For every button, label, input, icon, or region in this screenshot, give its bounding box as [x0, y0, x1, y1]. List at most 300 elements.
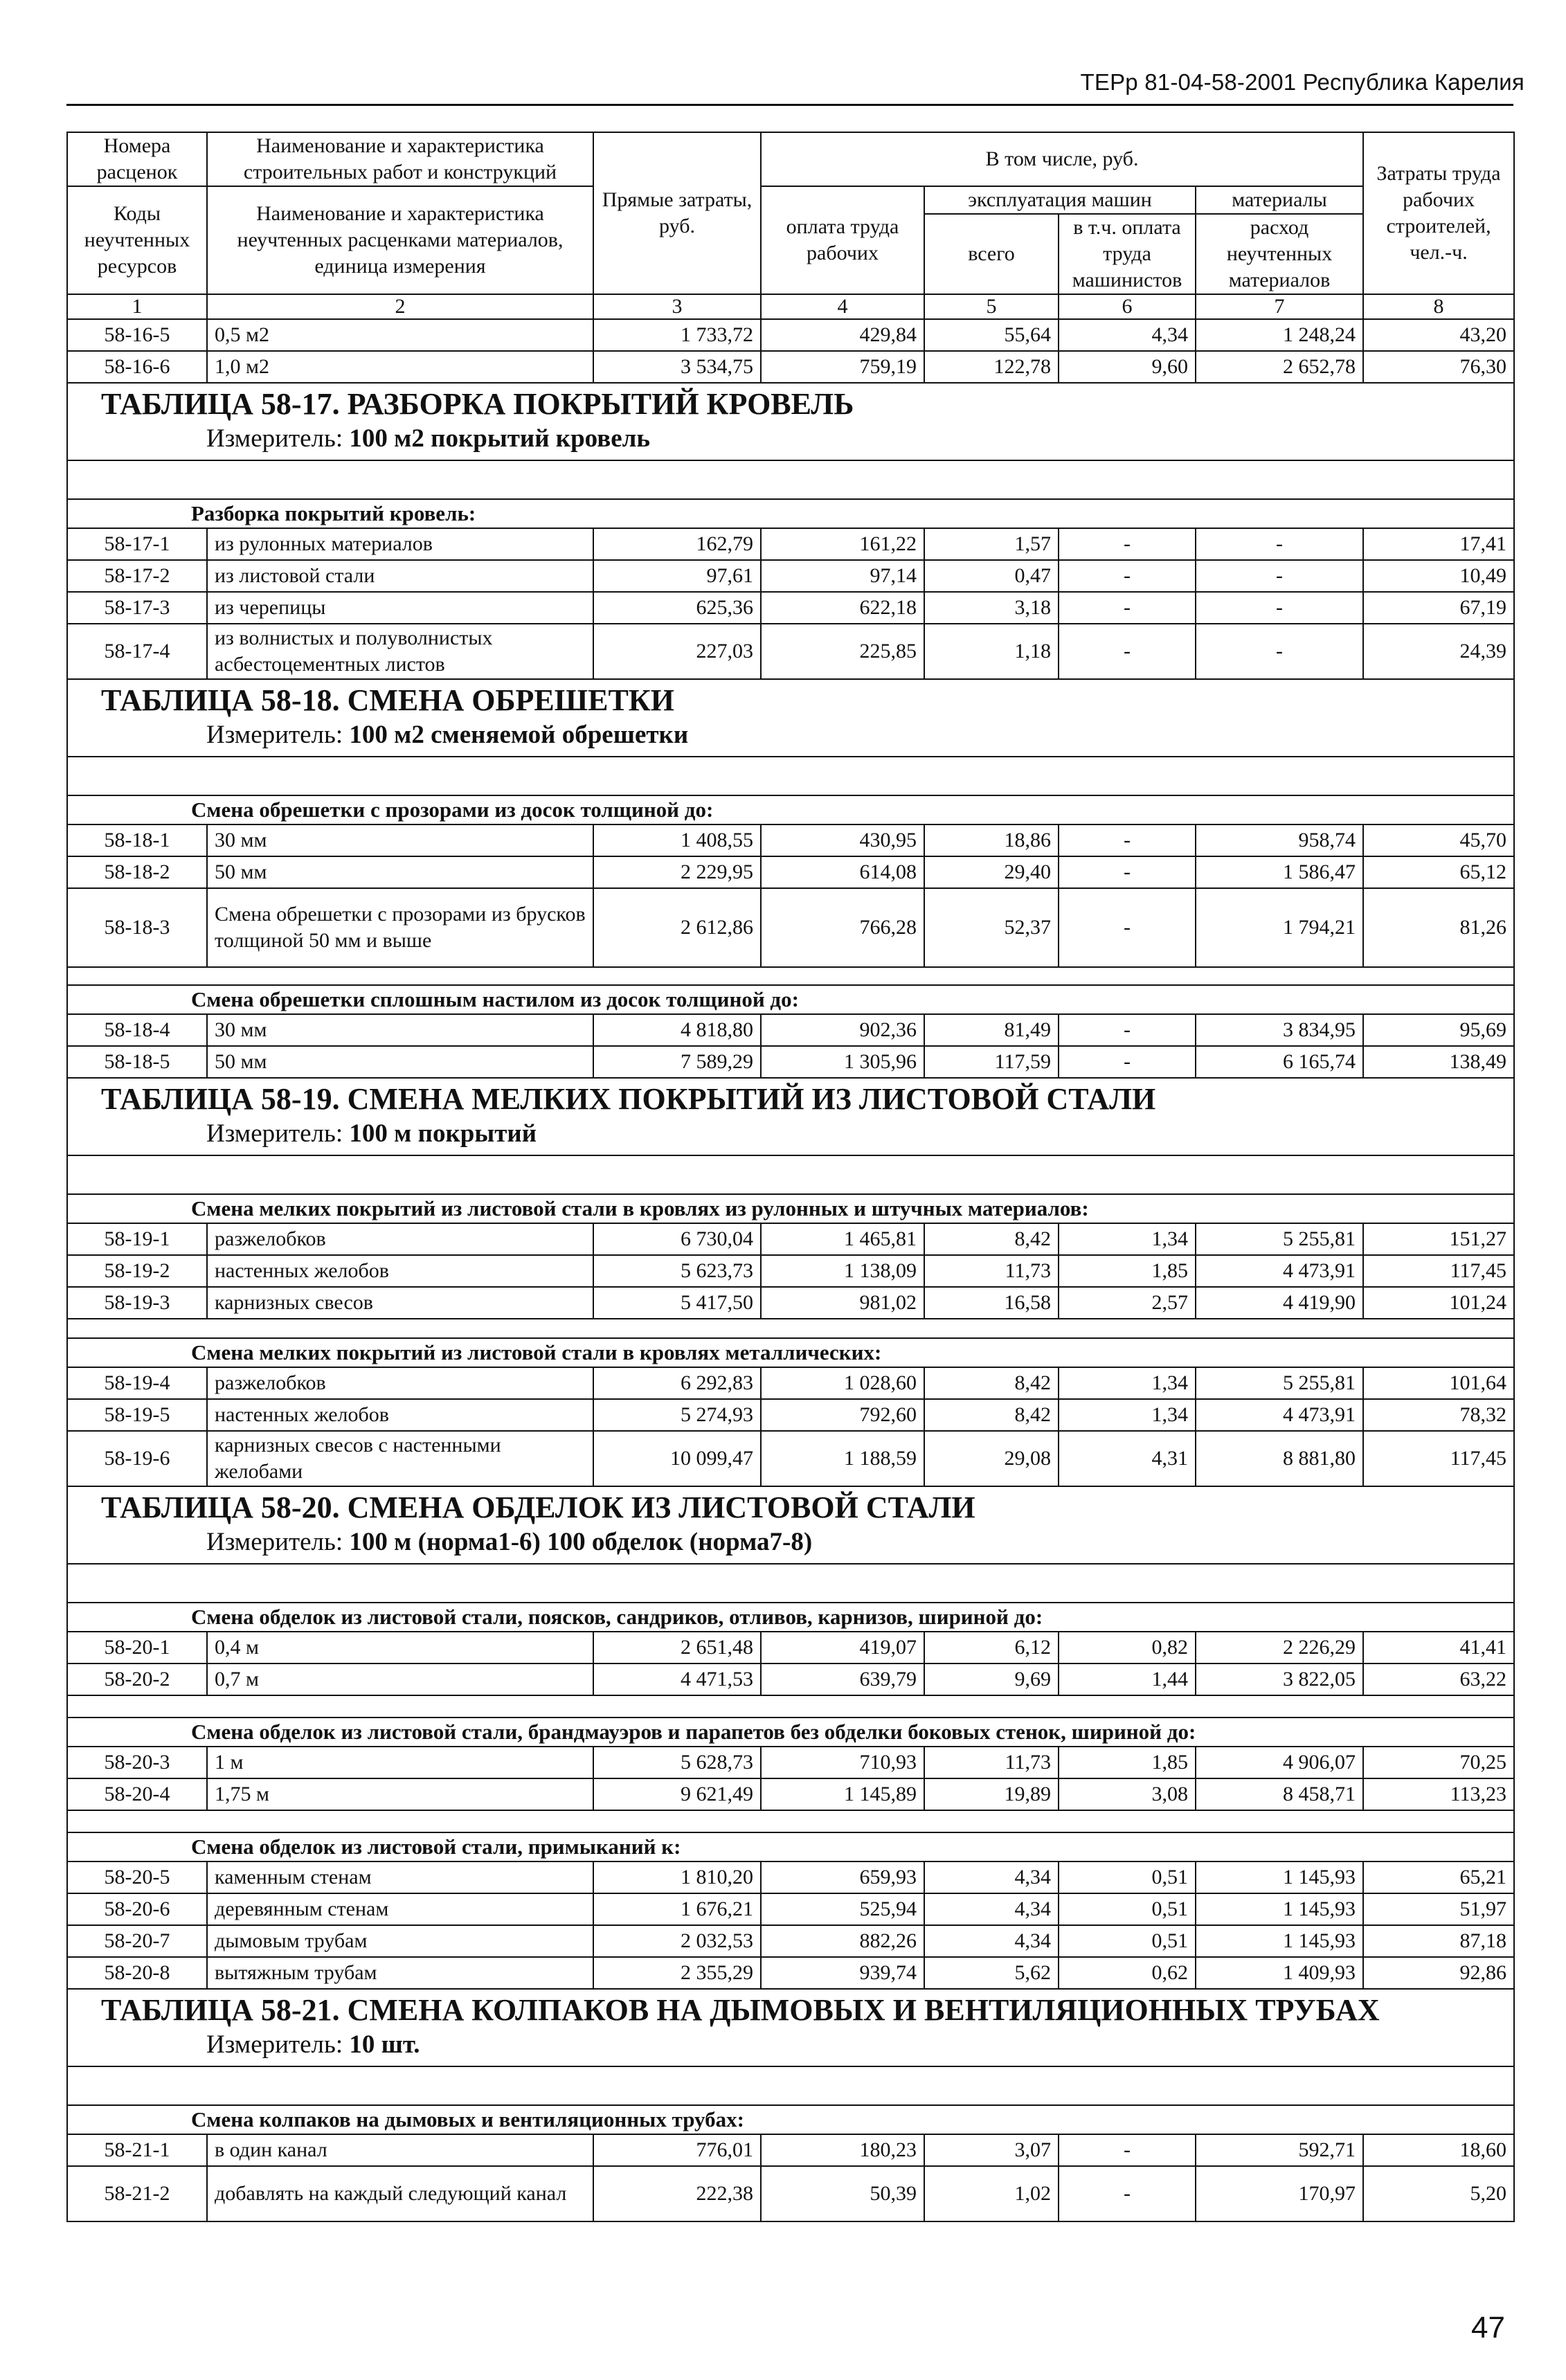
material-cost: 1 145,93	[1196, 1893, 1363, 1925]
row-code: 58-19-5	[67, 1399, 207, 1431]
material-cost: 2 226,29	[1196, 1632, 1363, 1664]
labor-cost: 97,14	[761, 560, 924, 592]
labor-hours: 138,49	[1363, 1046, 1514, 1078]
machinist-cost: 0,62	[1059, 1957, 1196, 1989]
column-index: 3	[593, 294, 761, 319]
table-row	[67, 2166, 1514, 2221]
labor-cost: 1 145,89	[761, 1778, 924, 1810]
machine-cost: 3,18	[924, 592, 1059, 624]
direct-cost: 5 623,73	[593, 1255, 761, 1287]
page-number: 47	[1471, 2311, 1505, 2345]
labor-cost: 759,19	[761, 351, 924, 383]
measure-row	[67, 719, 1514, 757]
machine-cost: 29,40	[924, 856, 1059, 888]
row-code: 58-20-8	[67, 1957, 207, 1989]
row-code: 58-21-1	[67, 2134, 207, 2166]
machinist-cost: 1,44	[1059, 1664, 1196, 1695]
spacer-row	[67, 967, 1514, 985]
subsection-row	[67, 1338, 1514, 1367]
subsection-row	[67, 795, 1514, 824]
direct-cost: 2 651,48	[593, 1632, 761, 1664]
measure-label: Измеритель:	[206, 1119, 343, 1148]
labor-cost: 1 188,59	[761, 1431, 924, 1486]
machine-cost: 8,42	[924, 1399, 1059, 1431]
header-machinists-pay: в т.ч. оплата труда машинистов	[1059, 214, 1196, 294]
machine-cost: 55,64	[924, 319, 1059, 351]
machinist-cost: -	[1059, 624, 1196, 679]
table-title-row	[67, 1989, 1514, 2028]
table-row	[67, 1893, 1514, 1925]
row-code: 58-19-6	[67, 1431, 207, 1486]
table-row	[67, 1255, 1514, 1287]
measure-row	[67, 1117, 1514, 1155]
direct-cost: 10 099,47	[593, 1431, 761, 1486]
machinist-cost: -	[1059, 1014, 1196, 1046]
row-name: добавлять на каждый следующий канал	[207, 2166, 593, 2221]
row-code: 58-21-2	[67, 2166, 207, 2221]
header-rule	[66, 104, 1513, 106]
column-index: 5	[924, 294, 1059, 319]
machinist-cost: -	[1059, 824, 1196, 856]
table-row	[67, 2134, 1514, 2166]
direct-cost: 1 810,20	[593, 1861, 761, 1893]
machinist-cost: -	[1059, 888, 1196, 967]
table-title: ТАБЛИЦА 58-20. СМЕНА ОБДЕЛОК ИЗ ЛИСТОВОЙ СТАЛИ	[67, 1486, 1514, 1526]
subsection-heading: Смена колпаков на дымовых и вентиляционных трубах:	[67, 2105, 1514, 2134]
subsection-row	[67, 499, 1514, 528]
direct-cost: 2 355,29	[593, 1957, 761, 1989]
row-code: 58-17-3	[67, 592, 207, 624]
row-name: карнизных свесов	[207, 1287, 593, 1319]
labor-hours: 113,23	[1363, 1778, 1514, 1810]
table-row	[67, 351, 1514, 383]
table-row	[67, 528, 1514, 560]
subsection-row	[67, 985, 1514, 1014]
labor-hours: 92,86	[1363, 1957, 1514, 1989]
material-cost: 5 255,81	[1196, 1367, 1363, 1399]
header-col2-bottom: Наименование и характеристика неучтенных расценками материалов, единица измерения	[207, 186, 593, 294]
material-cost: 1 409,93	[1196, 1957, 1363, 1989]
row-name: 0,7 м	[207, 1664, 593, 1695]
row-name: каменным стенам	[207, 1861, 593, 1893]
labor-hours: 117,45	[1363, 1255, 1514, 1287]
subsection-heading: Смена мелких покрытий из листовой стали в кровлях металлических:	[67, 1338, 1514, 1367]
machinist-cost: -	[1059, 856, 1196, 888]
machine-cost: 9,69	[924, 1664, 1059, 1695]
material-cost: -	[1196, 560, 1363, 592]
direct-cost: 6 730,04	[593, 1223, 761, 1255]
machinist-cost: 3,08	[1059, 1778, 1196, 1810]
direct-cost: 1 733,72	[593, 319, 761, 351]
direct-cost: 4 818,80	[593, 1014, 761, 1046]
table-row	[67, 592, 1514, 624]
labor-cost: 1 305,96	[761, 1046, 924, 1078]
material-cost: 1 145,93	[1196, 1925, 1363, 1957]
row-code: 58-16-6	[67, 351, 207, 383]
labor-cost: 639,79	[761, 1664, 924, 1695]
machine-cost: 4,34	[924, 1861, 1059, 1893]
subsection-row	[67, 2105, 1514, 2134]
header-col1-bottom: Коды неучтенных ресурсов	[67, 186, 207, 294]
header-machines: эксплуатация машин	[924, 186, 1196, 214]
table-row	[67, 1861, 1514, 1893]
machinist-cost: 1,34	[1059, 1223, 1196, 1255]
measure-value: 100 м (норма1-6) 100 обделок (норма7-8)	[349, 1528, 813, 1556]
labor-cost: 939,74	[761, 1957, 924, 1989]
machinist-cost: -	[1059, 592, 1196, 624]
header-col2-top: Наименование и характеристика строительных работ и конструкций	[207, 132, 593, 186]
machinist-cost: 1,85	[1059, 1747, 1196, 1778]
row-code: 58-20-1	[67, 1632, 207, 1664]
row-name: 30 мм	[207, 1014, 593, 1046]
labor-cost: 792,60	[761, 1399, 924, 1431]
machine-cost: 3,07	[924, 2134, 1059, 2166]
machinist-cost: 1,34	[1059, 1367, 1196, 1399]
subsection-heading: Смена обрешетки с прозорами из досок толщиной до:	[67, 795, 1514, 824]
machinist-cost: 2,57	[1059, 1287, 1196, 1319]
row-code: 58-20-2	[67, 1664, 207, 1695]
column-index: 7	[1196, 294, 1363, 319]
labor-hours: 95,69	[1363, 1014, 1514, 1046]
measure-value: 10 шт.	[349, 2030, 420, 2059]
machinist-cost: -	[1059, 2166, 1196, 2221]
labor-cost: 981,02	[761, 1287, 924, 1319]
machinist-cost: 4,34	[1059, 319, 1196, 351]
machinist-cost: -	[1059, 560, 1196, 592]
direct-cost: 9 621,49	[593, 1778, 761, 1810]
row-code: 58-20-7	[67, 1925, 207, 1957]
labor-cost: 882,26	[761, 1925, 924, 1957]
spacer-row	[67, 2066, 1514, 2105]
row-code: 58-19-4	[67, 1367, 207, 1399]
material-cost: -	[1196, 528, 1363, 560]
measure-value: 100 м2 покрытий кровель	[349, 424, 650, 453]
spacer-row	[67, 1319, 1514, 1338]
machine-cost: 1,18	[924, 624, 1059, 679]
measure-row	[67, 2028, 1514, 2066]
table-row	[67, 1778, 1514, 1810]
table-title-row	[67, 1486, 1514, 1526]
row-name: 50 мм	[207, 856, 593, 888]
material-cost: 958,74	[1196, 824, 1363, 856]
direct-cost: 162,79	[593, 528, 761, 560]
machinist-cost: -	[1059, 2134, 1196, 2166]
direct-cost: 3 534,75	[593, 351, 761, 383]
row-name: настенных желобов	[207, 1255, 593, 1287]
row-name: карнизных свесов с настенными желобами	[207, 1431, 593, 1486]
row-name: из рулонных материалов	[207, 528, 593, 560]
labor-cost: 525,94	[761, 1893, 924, 1925]
labor-hours: 67,19	[1363, 592, 1514, 624]
row-name: из листовой стали	[207, 560, 593, 592]
direct-cost: 227,03	[593, 624, 761, 679]
material-cost: 3 834,95	[1196, 1014, 1363, 1046]
labor-cost: 659,93	[761, 1861, 924, 1893]
material-cost: 8 881,80	[1196, 1431, 1363, 1486]
measure-label: Измеритель:	[206, 2030, 343, 2059]
spacer-row	[67, 757, 1514, 795]
machine-cost: 0,47	[924, 560, 1059, 592]
machine-cost: 19,89	[924, 1778, 1059, 1810]
table-row	[67, 1287, 1514, 1319]
column-index: 4	[761, 294, 924, 319]
machine-cost: 4,34	[924, 1925, 1059, 1957]
measure-label: Измеритель:	[206, 1528, 343, 1556]
machine-cost: 4,34	[924, 1893, 1059, 1925]
subsection-row	[67, 1603, 1514, 1632]
labor-cost: 225,85	[761, 624, 924, 679]
direct-cost: 222,38	[593, 2166, 761, 2221]
machinist-cost: -	[1059, 528, 1196, 560]
row-name: 1 м	[207, 1747, 593, 1778]
row-code: 58-17-4	[67, 624, 207, 679]
material-cost: 4 473,91	[1196, 1399, 1363, 1431]
measure-label: Измеритель:	[206, 424, 343, 453]
labor-hours: 17,41	[1363, 528, 1514, 560]
direct-cost: 5 274,93	[593, 1399, 761, 1431]
table-title: ТАБЛИЦА 58-21. СМЕНА КОЛПАКОВ НА ДЫМОВЫХ И ВЕНТИЛЯЦИОННЫХ ТРУБАХ	[67, 1989, 1514, 2028]
material-cost: 4 419,90	[1196, 1287, 1363, 1319]
measure-row	[67, 422, 1514, 460]
direct-cost: 7 589,29	[593, 1046, 761, 1078]
machine-cost: 18,86	[924, 824, 1059, 856]
spacer-row	[67, 1695, 1514, 1718]
machine-cost: 52,37	[924, 888, 1059, 967]
table-row	[67, 1399, 1514, 1431]
row-code: 58-18-3	[67, 888, 207, 967]
material-cost: 1 586,47	[1196, 856, 1363, 888]
machine-cost: 5,62	[924, 1957, 1059, 1989]
column-index: 2	[207, 294, 593, 319]
row-name: деревянным стенам	[207, 1893, 593, 1925]
header-materials: материалы	[1196, 186, 1363, 214]
running-head: ТЕРр 81-04-58-2001 Республика Карелия	[1080, 69, 1524, 95]
labor-hours: 87,18	[1363, 1925, 1514, 1957]
labor-hours: 76,30	[1363, 351, 1514, 383]
row-code: 58-20-6	[67, 1893, 207, 1925]
direct-cost: 625,36	[593, 592, 761, 624]
spacer-row	[67, 1810, 1514, 1832]
labor-cost: 1 465,81	[761, 1223, 924, 1255]
direct-cost: 97,61	[593, 560, 761, 592]
labor-cost: 622,18	[761, 592, 924, 624]
labor-cost: 710,93	[761, 1747, 924, 1778]
labor-hours: 43,20	[1363, 319, 1514, 351]
labor-hours: 117,45	[1363, 1431, 1514, 1486]
row-code: 58-19-2	[67, 1255, 207, 1287]
machine-cost: 1,57	[924, 528, 1059, 560]
direct-cost: 4 471,53	[593, 1664, 761, 1695]
labor-cost: 614,08	[761, 856, 924, 888]
labor-hours: 18,60	[1363, 2134, 1514, 2166]
material-cost: 8 458,71	[1196, 1778, 1363, 1810]
material-cost: 170,97	[1196, 2166, 1363, 2221]
material-cost: 2 652,78	[1196, 351, 1363, 383]
table-row	[67, 560, 1514, 592]
machinist-cost: 0,51	[1059, 1893, 1196, 1925]
machine-cost: 117,59	[924, 1046, 1059, 1078]
table-row	[67, 1046, 1514, 1078]
row-code: 58-18-4	[67, 1014, 207, 1046]
material-cost: 1 794,21	[1196, 888, 1363, 967]
labor-hours: 151,27	[1363, 1223, 1514, 1255]
row-name: из волнистых и полуволнистых асбестоцементных листов	[207, 624, 593, 679]
table-row	[67, 319, 1514, 351]
table-title-row	[67, 679, 1514, 719]
row-code: 58-18-5	[67, 1046, 207, 1078]
direct-cost: 6 292,83	[593, 1367, 761, 1399]
table-row	[67, 1664, 1514, 1695]
row-code: 58-16-5	[67, 319, 207, 351]
measure-value: 100 м2 сменяемой обрешетки	[349, 721, 689, 749]
header-col1-top: Номера расценок	[67, 132, 207, 186]
subsection-row	[67, 1832, 1514, 1861]
row-name: 0,4 м	[207, 1632, 593, 1664]
labor-cost: 1 138,09	[761, 1255, 924, 1287]
machine-cost: 1,02	[924, 2166, 1059, 2221]
row-name: 30 мм	[207, 824, 593, 856]
labor-hours: 45,70	[1363, 824, 1514, 856]
row-code: 58-20-5	[67, 1861, 207, 1893]
labor-hours: 65,21	[1363, 1861, 1514, 1893]
row-name: 1,0 м2	[207, 351, 593, 383]
subsection-heading: Смена обделок из листовой стали, брандмауэров и парапетов без обделки боковых стенок, шириной до:	[67, 1718, 1514, 1747]
direct-cost: 2 229,95	[593, 856, 761, 888]
table-row	[67, 1014, 1514, 1046]
labor-hours: 63,22	[1363, 1664, 1514, 1695]
machine-cost: 11,73	[924, 1255, 1059, 1287]
machinist-cost: 0,82	[1059, 1632, 1196, 1664]
labor-cost: 419,07	[761, 1632, 924, 1664]
row-name: разжелобков	[207, 1223, 593, 1255]
labor-cost: 180,23	[761, 2134, 924, 2166]
header-materials-unaccounted: расход неучтенных материалов	[1196, 214, 1363, 294]
subsection-row	[67, 1194, 1514, 1223]
table-title: ТАБЛИЦА 58-17. РАЗБОРКА ПОКРЫТИЙ КРОВЕЛЬ	[67, 383, 1514, 422]
labor-cost: 902,36	[761, 1014, 924, 1046]
material-cost: 6 165,74	[1196, 1046, 1363, 1078]
row-name: настенных желобов	[207, 1399, 593, 1431]
header-workers-pay: оплата труда рабочих	[761, 186, 924, 294]
row-name: в один канал	[207, 2134, 593, 2166]
table-title-row	[67, 383, 1514, 422]
header-machines-total: всего	[924, 214, 1059, 294]
labor-hours: 101,64	[1363, 1367, 1514, 1399]
table-row	[67, 1223, 1514, 1255]
direct-cost: 5 628,73	[593, 1747, 761, 1778]
column-index: 1	[67, 294, 207, 319]
subsection-heading: Разборка покрытий кровель:	[67, 499, 1514, 528]
table-row	[67, 1632, 1514, 1664]
machinist-cost: 9,60	[1059, 351, 1196, 383]
spacer-row	[67, 1155, 1514, 1194]
table-row	[67, 1925, 1514, 1957]
table-row	[67, 1431, 1514, 1486]
row-name: из черепицы	[207, 592, 593, 624]
row-code: 58-17-2	[67, 560, 207, 592]
row-name: 0,5 м2	[207, 319, 593, 351]
material-cost: -	[1196, 624, 1363, 679]
spacer-row	[67, 1564, 1514, 1603]
measure-row	[67, 1526, 1514, 1564]
machinist-cost: 4,31	[1059, 1431, 1196, 1486]
direct-cost: 1 408,55	[593, 824, 761, 856]
machinist-cost: -	[1059, 1046, 1196, 1078]
subsection-heading: Смена обделок из листовой стали, поясков, сандриков, отливов, карнизов, шириной до:	[67, 1603, 1514, 1632]
subsection-row	[67, 1718, 1514, 1747]
header-labor-hours: Затраты труда рабочих строителей, чел.-ч.	[1363, 132, 1514, 294]
table-row	[67, 824, 1514, 856]
machine-cost: 16,58	[924, 1287, 1059, 1319]
subsection-heading: Смена обделок из листовой стали, примыканий к:	[67, 1832, 1514, 1861]
subsection-heading: Смена мелких покрытий из листовой стали в кровлях из рулонных и штучных материалов:	[67, 1194, 1514, 1223]
machine-cost: 122,78	[924, 351, 1059, 383]
machine-cost: 81,49	[924, 1014, 1059, 1046]
labor-hours: 10,49	[1363, 560, 1514, 592]
material-cost: 1 145,93	[1196, 1861, 1363, 1893]
row-code: 58-17-1	[67, 528, 207, 560]
row-name: 1,75 м	[207, 1778, 593, 1810]
labor-cost: 1 028,60	[761, 1367, 924, 1399]
labor-cost: 161,22	[761, 528, 924, 560]
machine-cost: 11,73	[924, 1747, 1059, 1778]
table-header	[67, 132, 1514, 319]
material-cost: 4 906,07	[1196, 1747, 1363, 1778]
header-direct-costs: Прямые затраты, руб.	[593, 132, 761, 294]
material-cost: 3 822,05	[1196, 1664, 1363, 1695]
labor-hours: 101,24	[1363, 1287, 1514, 1319]
labor-cost: 429,84	[761, 319, 924, 351]
row-code: 58-18-2	[67, 856, 207, 888]
machinist-cost: 0,51	[1059, 1861, 1196, 1893]
row-code: 58-20-3	[67, 1747, 207, 1778]
direct-cost: 2 612,86	[593, 888, 761, 967]
labor-hours: 78,32	[1363, 1399, 1514, 1431]
labor-hours: 65,12	[1363, 856, 1514, 888]
row-name: вытяжным трубам	[207, 1957, 593, 1989]
labor-hours: 24,39	[1363, 624, 1514, 679]
row-name: дымовым трубам	[207, 1925, 593, 1957]
labor-hours: 41,41	[1363, 1632, 1514, 1664]
row-code: 58-19-1	[67, 1223, 207, 1255]
machine-cost: 29,08	[924, 1431, 1059, 1486]
table-row	[67, 1957, 1514, 1989]
material-cost: -	[1196, 592, 1363, 624]
table-row	[67, 888, 1514, 967]
row-code: 58-20-4	[67, 1778, 207, 1810]
machine-cost: 8,42	[924, 1367, 1059, 1399]
row-name: разжелобков	[207, 1367, 593, 1399]
machine-cost: 6,12	[924, 1632, 1059, 1664]
labor-cost: 50,39	[761, 2166, 924, 2221]
machinist-cost: 0,51	[1059, 1925, 1196, 1957]
labor-hours: 5,20	[1363, 2166, 1514, 2221]
row-name: 50 мм	[207, 1046, 593, 1078]
labor-cost: 766,28	[761, 888, 924, 967]
column-index: 6	[1059, 294, 1196, 319]
row-name: Смена обрешетки с прозорами из брусков толщиной 50 мм и выше	[207, 888, 593, 967]
labor-cost: 430,95	[761, 824, 924, 856]
machinist-cost: 1,85	[1059, 1255, 1196, 1287]
spacer-row	[67, 460, 1514, 499]
labor-hours: 70,25	[1363, 1747, 1514, 1778]
table-row	[67, 856, 1514, 888]
table-row	[67, 1367, 1514, 1399]
material-cost: 1 248,24	[1196, 319, 1363, 351]
table-row	[67, 624, 1514, 679]
table-row	[67, 1747, 1514, 1778]
column-index: 8	[1363, 294, 1514, 319]
